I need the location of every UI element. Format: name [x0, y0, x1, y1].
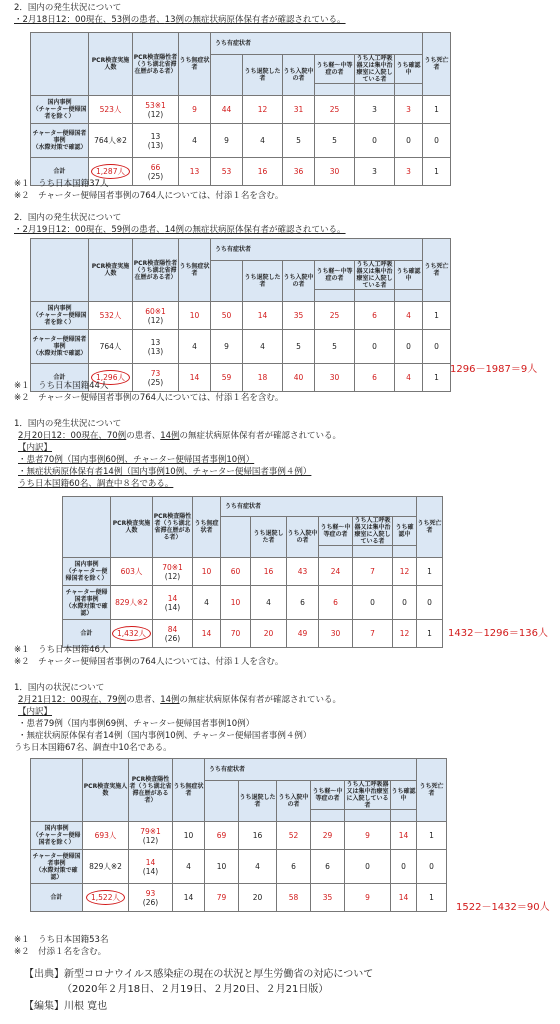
row-label: チャーター便帰国者事例 （水際対策で確認） [63, 586, 111, 620]
cell-sev: 4 [239, 850, 277, 884]
cell-asym: 4 [173, 850, 205, 884]
cell-asym: 4 [179, 330, 211, 364]
cell-sev: 18 [243, 364, 283, 392]
cell-mild: 25 [315, 302, 355, 330]
cell-sym: 50 [211, 302, 243, 330]
intro-line: 2月21日12：00現在、79例の患者、14例の無症状病原体保有者が確認されている。 [18, 695, 342, 705]
cell-conf: 3 [395, 96, 423, 124]
notes-0219: ※１ うち日本国籍44人 ※２ チャーター便帰国者事例の764人については、付添１名を含む。 [14, 381, 284, 403]
row-label: 国内事例 （チャーター便帰国者を除く） [31, 302, 89, 330]
cell-vent: 6 [355, 302, 395, 330]
cell-mild: 5 [315, 330, 355, 364]
cell-sym: 10 [221, 586, 251, 620]
cell-sev: 20 [239, 884, 277, 912]
total-pcr-highlight: 1,432人 [112, 626, 151, 641]
cell-mild: 30 [319, 620, 353, 648]
cell-conf: 14 [391, 884, 417, 912]
row-label: 合計 [31, 364, 89, 392]
notes-0220: ※１ うち日本国籍46人 ※２ チャーター便帰国者事例の764人については、付添１人を含む。 [14, 645, 284, 667]
cell-pos: 13 (13) [133, 124, 179, 158]
cell-sym: 79 [205, 884, 239, 912]
cell-vent: 3 [355, 158, 395, 186]
cell-vent: 7 [353, 558, 393, 586]
cell-pos: 73 (25) [133, 364, 179, 392]
cell-mild: 30 [315, 158, 355, 186]
total-pcr-highlight: 1,522人 [86, 890, 125, 905]
source-date-line: （2020年２月18日、２月19日、２月20日、２月21日版） [62, 984, 329, 995]
cell-hosp: 43 [287, 558, 319, 586]
table-row [31, 330, 451, 364]
th-positive: PCR検査陽性者（うち湖北省滞在歴がある者） [133, 33, 179, 96]
cell-vent: 0 [355, 124, 395, 158]
cell-vent: 3 [355, 96, 395, 124]
cell-asym: 4 [179, 124, 211, 158]
cell-mild: 5 [315, 124, 355, 158]
row-label: 国内事例 （チャーター便帰国者を除く） [63, 558, 111, 586]
cell-mild: 25 [315, 96, 355, 124]
th-pcr: PCR検査実施人数 [89, 33, 133, 96]
cell-sev: 4 [243, 124, 283, 158]
cell-mild: 6 [319, 586, 353, 620]
cell-pcr: 532人 [89, 302, 133, 330]
cell-pos: 60※1 (12) [133, 302, 179, 330]
row-label: 合計 [31, 884, 83, 912]
cell-sev: 4 [243, 330, 283, 364]
total-pcr-highlight: 1,296人 [91, 370, 130, 385]
cell-hosp: 35 [283, 302, 315, 330]
section-title: 2．国内の発生状況について [14, 3, 122, 13]
cell-dead: 1 [417, 558, 443, 586]
row-label: 合計 [63, 620, 111, 648]
table-row [31, 822, 447, 850]
cell-conf: 14 [391, 822, 417, 850]
calc-0220: 1432－1296＝136人 [448, 628, 548, 639]
cell-dead: 1 [423, 158, 451, 186]
cell-sev: 14 [243, 302, 283, 330]
section-title: 1．国内の発生状況について [14, 419, 122, 429]
cell-pcr: 829人※2 [83, 850, 129, 884]
cell-mild: 35 [311, 884, 345, 912]
cell-dead: 1 [417, 620, 443, 648]
case-table-0218: PCR検査実施人数 PCR検査陽性者（うち湖北省滞在歴がある者） うち無症状者 うち有症状者 うち死亡者 うち退院した者 うち入院中の者 うち軽～中等症の者 うち人工呼吸器又は集中治療室に入院している者 うち確認中 国内事例 （チャーター便帰国者を除く） 523人 53※1 (12) 9 44 12 31 25 3 3 1 チャーター便帰国者事例 （水際対策で確認） 764人※2 13 (13) 4 9 4 5 5 0 0 0 合計 1,287人 66 (25) 13 53 16 36 30 3 3 1 [30, 32, 451, 186]
cell-sym: 44 [211, 96, 243, 124]
cell-sev: 16 [251, 558, 287, 586]
cell-hosp: 49 [287, 620, 319, 648]
row-label: 合計 [31, 158, 89, 186]
cell-mild: 30 [315, 364, 355, 392]
cell-sev: 16 [239, 822, 277, 850]
row-label: 国内事例 （チャーター便帰国者を除く） [31, 96, 89, 124]
cell-sev: 12 [243, 96, 283, 124]
cell-pcr: 603人 [111, 558, 153, 586]
cell-pos: 66 (25) [133, 158, 179, 186]
cell-dead: 1 [423, 302, 451, 330]
table-0218-wrap [30, 32, 450, 186]
th-asymptomatic: うち無症状者 [179, 33, 211, 96]
cell-hosp: 58 [277, 884, 311, 912]
table-row [31, 96, 451, 124]
cell-dead: 0 [423, 124, 451, 158]
cell-conf: 0 [393, 586, 417, 620]
cell-conf: 12 [393, 558, 417, 586]
calc-0221: 1522－1432＝90人 [456, 902, 550, 913]
cell-pcr: 764人 [89, 330, 133, 364]
cell-asym: 4 [193, 586, 221, 620]
table-row [31, 302, 451, 330]
cell-sev: 16 [243, 158, 283, 186]
cell-asym: 14 [193, 620, 221, 648]
cell-pcr: 829人※2 [111, 586, 153, 620]
cell-pos: 14 (14) [153, 586, 193, 620]
cell-hosp: 6 [287, 586, 319, 620]
cell-sym: 9 [211, 330, 243, 364]
cell-mild: 29 [311, 822, 345, 850]
cell-pos: 70※1 (12) [153, 558, 193, 586]
section-title: 2．国内の発生状況について [14, 213, 122, 223]
source-line: 【出典】新型コロナウイルス感染症の現在の状況と厚生労働省の対応について [24, 969, 374, 980]
cell-hosp: 31 [283, 96, 315, 124]
cell-dead: 0 [417, 586, 443, 620]
cell-pos: 79※1 (12) [129, 822, 173, 850]
table-row [31, 884, 447, 912]
cell-dead: 1 [417, 822, 447, 850]
case-table-0221: PCR検査実施人数 PCR検査陽性者（うち湖北省滞在歴がある者） うち無症状者 うち有症状者 うち死亡者 うち退院した者 うち入院中の者 うち軽～中等症の者 うち人工呼吸器又は集中治療室に入院している者 うち確認中 国内事例 （チャーター便帰国者を除く） 693人 79※1 (12) 10 69 16 52 29 9 14 1 チャーター便帰国者事例 （水際対策で確認） 829人※2 14 (14) 4 10 4 6 6 0 0 0 合計 1,522人 93 (26) 14 79 20 58 35 9 14 1 [30, 758, 447, 912]
cell-asym: 10 [179, 302, 211, 330]
cell-sev: 4 [251, 586, 287, 620]
cell-hosp: 6 [277, 850, 311, 884]
th-symptomatic: うち有症状者 [211, 33, 423, 55]
cell-dead: 1 [423, 96, 451, 124]
cell-hosp: 40 [283, 364, 315, 392]
cell-vent: 9 [345, 822, 391, 850]
cell-conf: 0 [391, 850, 417, 884]
section-0221: 1．国内の状況について 2月21日12：00現在、79例の患者、14例の無症状病原体保有者が確認されている。 【内訳】 ・患者79例（国内事例69例、チャーター便帰国者事例10例） ・無症状病原体保有者14例（国内事例10例、チャーター便帰国者事例４例） うち日本国籍67名、調査中10名である。 [14, 682, 544, 754]
cell-dead: 0 [423, 330, 451, 364]
cell-vent: 9 [345, 884, 391, 912]
cell-conf: 4 [395, 364, 423, 392]
cell-vent: 0 [353, 586, 393, 620]
table-row [31, 850, 447, 884]
cell-dead: 1 [417, 884, 447, 912]
total-pcr-highlight: 1,287人 [91, 164, 130, 179]
cell-vent: 7 [353, 620, 393, 648]
table-0221-wrap [30, 758, 446, 912]
row-label: チャーター便帰国者事例 （水際対策で確認） [31, 330, 89, 364]
cell-sym: 59 [211, 364, 243, 392]
cell-asym: 10 [173, 822, 205, 850]
cell-pos: 53※1 (12) [133, 96, 179, 124]
section-0218 [14, 2, 544, 26]
row-label: チャーター便帰国者事例 （水際対策で確認） [31, 124, 89, 158]
cell-sym: 9 [211, 124, 243, 158]
notes-0218: ※１ うち日本国籍37人 ※２ チャーター便帰国者事例の764人については、付添１名を含む。 [14, 179, 284, 201]
cell-hosp: 52 [277, 822, 311, 850]
case-table-0219: PCR検査実施人数 PCR検査陽性者（うち湖北省滞在歴がある者） うち無症状者 うち有症状者 うち死亡者 うち退院した者 うち入院中の者 うち軽～中等症の者 うち人工呼吸器又は集中治療室に入院している者 うち確認中 国内事例 （チャーター便帰国者を除く） 532人 60※1 (12) 10 50 14 35 25 6 4 1 チャーター便帰国者事例 （水際対策で確認） 764人 13 (13) 4 9 4 5 5 0 0 0 合計 1,296人 73 (25) 14 59 18 40 30 6 4 1 [30, 238, 451, 392]
cell-pcr: 523人 [89, 96, 133, 124]
cell-asym: 14 [179, 364, 211, 392]
cell-hosp: 36 [283, 158, 315, 186]
cell-asym: 14 [173, 884, 205, 912]
row-label: 国内事例 （チャーター便帰国者を除く） [31, 822, 83, 850]
cell-pos: 13 (13) [133, 330, 179, 364]
cell-pcr: 693人 [83, 822, 129, 850]
editor-line: 【編集】川根 寛也 [24, 1001, 108, 1012]
cell-asym: 10 [193, 558, 221, 586]
row-label: チャーター便帰国者事例 （水際対策で確認） [31, 850, 83, 884]
cell-pcr: 764人※2 [89, 124, 133, 158]
cell-dead: 1 [423, 364, 451, 392]
cell-dead: 0 [417, 850, 447, 884]
cell-sym: 69 [205, 822, 239, 850]
cell-conf: 0 [395, 124, 423, 158]
cell-conf: 12 [393, 620, 417, 648]
cell-pcr [83, 884, 129, 912]
cell-pos: 84 (26) [153, 620, 193, 648]
cell-pos: 14 (14) [129, 850, 173, 884]
cell-vent: 0 [345, 850, 391, 884]
intro-line: ・2月18日12：00現在、53例の患者、13例の無症状病原体保有者が確認されている。 [14, 15, 346, 25]
cell-sev: 20 [251, 620, 287, 648]
intro-line: ・2月19日12：00現在、59例の患者、14例の無症状病原体保有者が確認されている。 [14, 225, 346, 235]
case-table-0220: PCR検査実施人数 PCR検査陽性者（うち湖北省滞在歴がある者） うち無症状者 うち有症状者 うち死亡者 うち退院した者 うち入院中の者 うち軽～中等症の者 うち人工呼吸器又は集中治療室に入院している者 うち確認中 国内事例 （チャーター便帰国者を除く） 603人 70※1 (12) 10 60 16 43 24 7 12 1 チャーター便帰国者事例 （水際対策で確認） 829人※2 14 (14) 4 10 4 6 6 0 0 0 合計 1,432人 84 (26) 14 70 20 49 30 7 12 1 [62, 496, 443, 648]
section-0220: 1．国内の発生状況について 2月20日12：00現在、70例の患者、14例の無症状病原体保有者が確認されている。 【内訳】 ・患者70例（国内事例60例、チャーター便帰国者事例10例） ・無症状病原体保有者14例（国内事例10例、チャーター便帰国者事例４例） うち日本国籍60名、調査中８名である。 [14, 418, 544, 490]
calc-0219: 1296－1987＝9人 [450, 364, 538, 375]
table-row [63, 558, 443, 586]
cell-vent: 0 [355, 330, 395, 364]
cell-mild: 6 [311, 850, 345, 884]
intro-line: 2月20日12：00現在、70例の患者、14例の無症状病原体保有者が確認されている。 [18, 431, 342, 441]
table-0219-wrap [30, 238, 450, 392]
table-0220-wrap [62, 496, 442, 648]
cell-asym: 9 [179, 96, 211, 124]
table-row [31, 124, 451, 158]
cell-hosp: 5 [283, 330, 315, 364]
cell-sym: 60 [221, 558, 251, 586]
cell-hosp: 5 [283, 124, 315, 158]
cell-mild: 24 [319, 558, 353, 586]
cell-conf: 0 [395, 330, 423, 364]
cell-sym: 53 [211, 158, 243, 186]
section-0219 [14, 212, 544, 236]
th-deaths: うち死亡者 [423, 33, 451, 96]
cell-conf: 4 [395, 302, 423, 330]
notes-0221: ※１ うち日本国籍53名 ※２ 付添１名を含む。 [14, 935, 109, 957]
cell-pos: 93 (26) [129, 884, 173, 912]
cell-sym: 70 [221, 620, 251, 648]
cell-asym: 13 [179, 158, 211, 186]
table-row [63, 586, 443, 620]
cell-vent: 6 [355, 364, 395, 392]
cell-sym: 10 [205, 850, 239, 884]
cell-conf: 3 [395, 158, 423, 186]
section-title: 1．国内の状況について [14, 683, 105, 693]
